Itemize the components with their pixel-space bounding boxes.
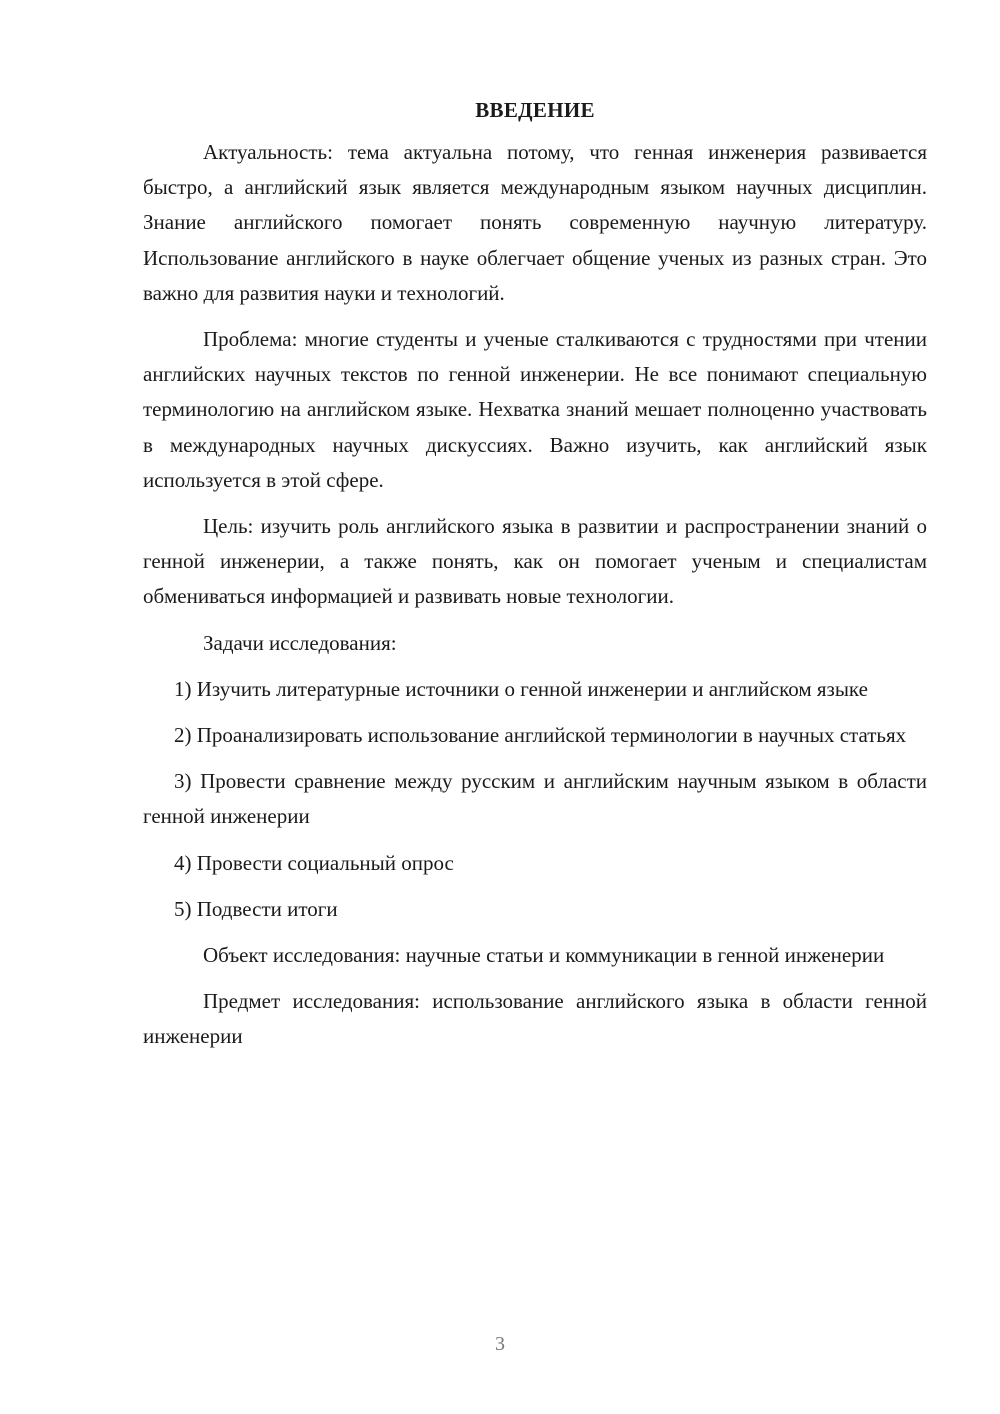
task-item: 1) Изучить литературные источники о генной инженерии и английском языке — [174, 676, 868, 701]
paragraph-tasks-heading: Задачи исследования: — [203, 630, 397, 655]
paragraph-subject: Предмет исследования: использование английского языка в области генной инженерии — [143, 989, 927, 1049]
task-item: 4) Провести социальный опрос — [174, 850, 454, 875]
task-item: 2) Проанализировать использование английской терминологии в научных статьях — [174, 723, 907, 748]
paragraph-problem: Проблема: многие студенты и ученые сталкиваются с трудностями при чтении английских научных текстов по генной инженерии. Не все понимают специальную терминологию на английском языке. Нехватка знаний мешает полноценно участвовать в международных научных дискуссиях. Важно изучить, как английский язык используется в этой сфере. — [143, 327, 927, 492]
section-title: ВВЕДЕНИЕ — [475, 98, 595, 122]
paragraph-object: Объект исследования: научные статьи и коммуникации в генной инженерии — [203, 943, 885, 968]
task-item: 5) Подвести итоги — [174, 896, 338, 921]
task-item: 3) Провести сравнение между русским и английским научным языком в области генной инженерии — [143, 769, 927, 829]
document-page — [143, 95, 927, 1066]
paragraph-goal: Цель: изучить роль английского языка в развитии и распространении знаний о генной инженерии, а также понять, как он помогает ученым и специалистам обмениваться информацией и развивать новые технологии. — [143, 514, 927, 609]
page-number: 3 — [495, 1333, 505, 1355]
paragraph-relevance: Актуальность: тема актуальна потому, что генная инженерия развивается быстро, а английский язык является международным языком научных дисциплин. Знание английского помогает понять современную научную литературу. Использование английского в науке облегчает общение ученых из разных стран. Это важно для развития науки и технологий. — [143, 140, 927, 305]
